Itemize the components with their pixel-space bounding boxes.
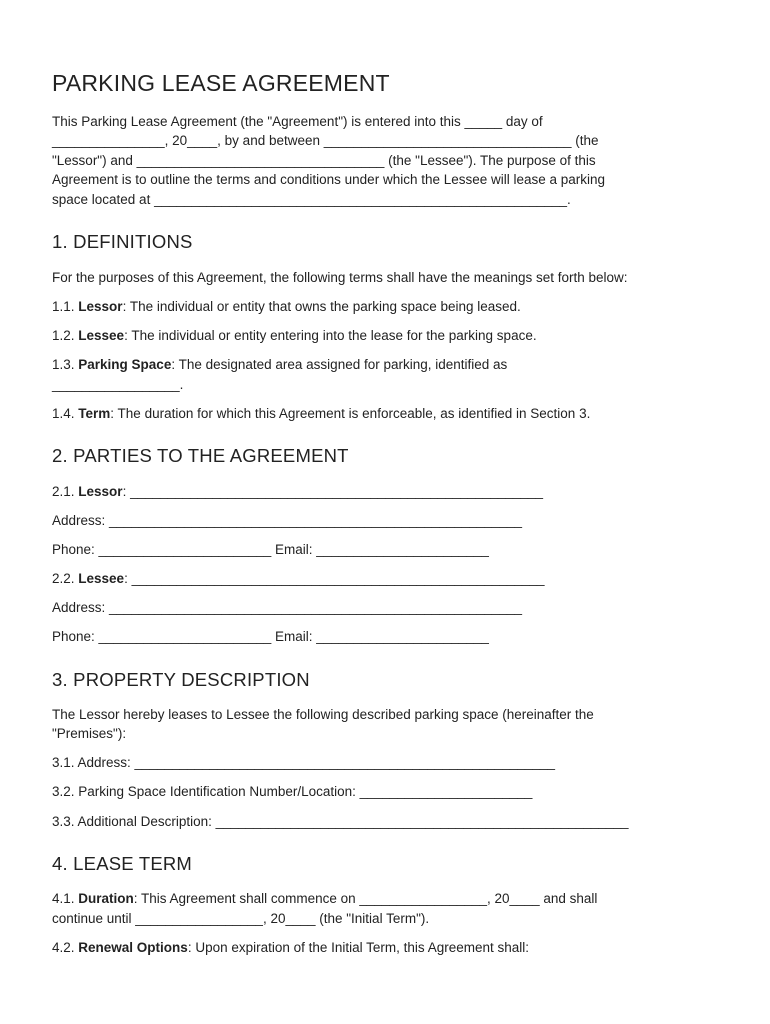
lessee-term: Lessee — [78, 571, 125, 586]
lessee-blank: : _______________________________________________________ — [124, 571, 545, 586]
definition-num: 1.4. — [52, 406, 79, 421]
definition-term: Lessor — [78, 299, 123, 314]
definition-item — [52, 297, 521, 317]
lessor-address-field: Address: _______________________________________________________ — [52, 513, 522, 528]
definition-term: Lessee — [78, 328, 125, 343]
lessee-address-field: Address: _______________________________________________________ — [52, 600, 522, 615]
property-address-field: 3.1. Address: ________________________________________________________ — [52, 755, 556, 770]
lessor-term: Lessor — [78, 484, 123, 499]
definition-item — [52, 355, 507, 375]
intro-line-3: "Lessor") and _________________________________ (the "Lessee"). The purpose of this — [52, 153, 596, 168]
property-space-id-field: 3.2. Parking Space Identification Number/Location: _______________________ — [52, 784, 533, 799]
renewal-text: : Upon expiration of the Initial Term, this Agreement shall: — [187, 940, 529, 955]
definition-item — [52, 326, 537, 346]
definition-item-continuation: _________________. — [52, 377, 184, 392]
section-definitions-heading: 1. DEFINITIONS — [52, 231, 193, 252]
renewal-num: 4.2. — [52, 940, 79, 955]
intro-line-4: Agreement is to outline the terms and conditions under which the Lessee will lease a parking — [52, 172, 606, 187]
definition-item — [52, 404, 590, 424]
lessor-num: 2.1. — [52, 484, 79, 499]
duration-num: 4.1. — [52, 891, 79, 906]
document-title: PARKING LEASE AGREEMENT — [52, 70, 390, 96]
intro-line-1: This Parking Lease Agreement (the "Agreement") is entered into this _____ day of — [52, 114, 543, 129]
lessor-blank: : _______________________________________________________ — [122, 484, 544, 499]
lessor-phone-email-field: Phone: _______________________ Email: _______________________ — [52, 542, 489, 557]
lessor-field — [52, 482, 543, 502]
property-additional-field: 3.3. Additional Description: _______________________________________________________ — [52, 814, 629, 829]
definition-text: : The individual or entity entering into the lease for the parking space. — [124, 328, 537, 343]
definition-text: : The individual or entity that owns the parking space being leased. — [122, 299, 521, 314]
duration-term: Duration — [78, 891, 134, 906]
definition-text: : The designated area assigned for parking, identified as — [171, 357, 508, 372]
lessee-field — [52, 569, 545, 589]
renewal-clause — [52, 938, 529, 958]
intro-line-2: _______________, 20____, by and between _________________________________ (the — [52, 133, 599, 148]
duration-text: : This Agreement shall commence on _________________, 20____ and shall — [133, 891, 598, 906]
definition-num: 1.2. — [52, 328, 79, 343]
duration-clause-continuation: continue until _________________, 20____ (the "Initial Term"). — [52, 911, 430, 926]
definition-term: Term — [78, 406, 111, 421]
duration-clause — [52, 889, 597, 909]
lessee-num: 2.2. — [52, 571, 79, 586]
lessee-phone-email-field: Phone: _______________________ Email: _______________________ — [52, 629, 489, 644]
renewal-term: Renewal Options — [78, 940, 188, 955]
property-intro-line-2: "Premises"): — [52, 726, 127, 741]
definition-term: Parking Space — [78, 357, 172, 372]
definition-text: : The duration for which this Agreement is enforceable, as identified in Section 3. — [110, 406, 591, 421]
property-intro-line-1: The Lessor hereby leases to Lessee the following described parking space (hereinafter the — [52, 707, 594, 722]
definition-num: 1.3. — [52, 357, 79, 372]
intro-line-5: space located at _______________________________________________________. — [52, 192, 571, 207]
section-parties-heading: 2. PARTIES TO THE AGREEMENT — [52, 445, 349, 466]
section-lease-term-heading: 4. LEASE TERM — [52, 853, 193, 874]
definition-num: 1.1. — [52, 299, 79, 314]
definitions-intro: For the purposes of this Agreement, the following terms shall have the meanings set forth below: — [52, 270, 628, 285]
section-property-heading: 3. PROPERTY DESCRIPTION — [52, 669, 310, 690]
